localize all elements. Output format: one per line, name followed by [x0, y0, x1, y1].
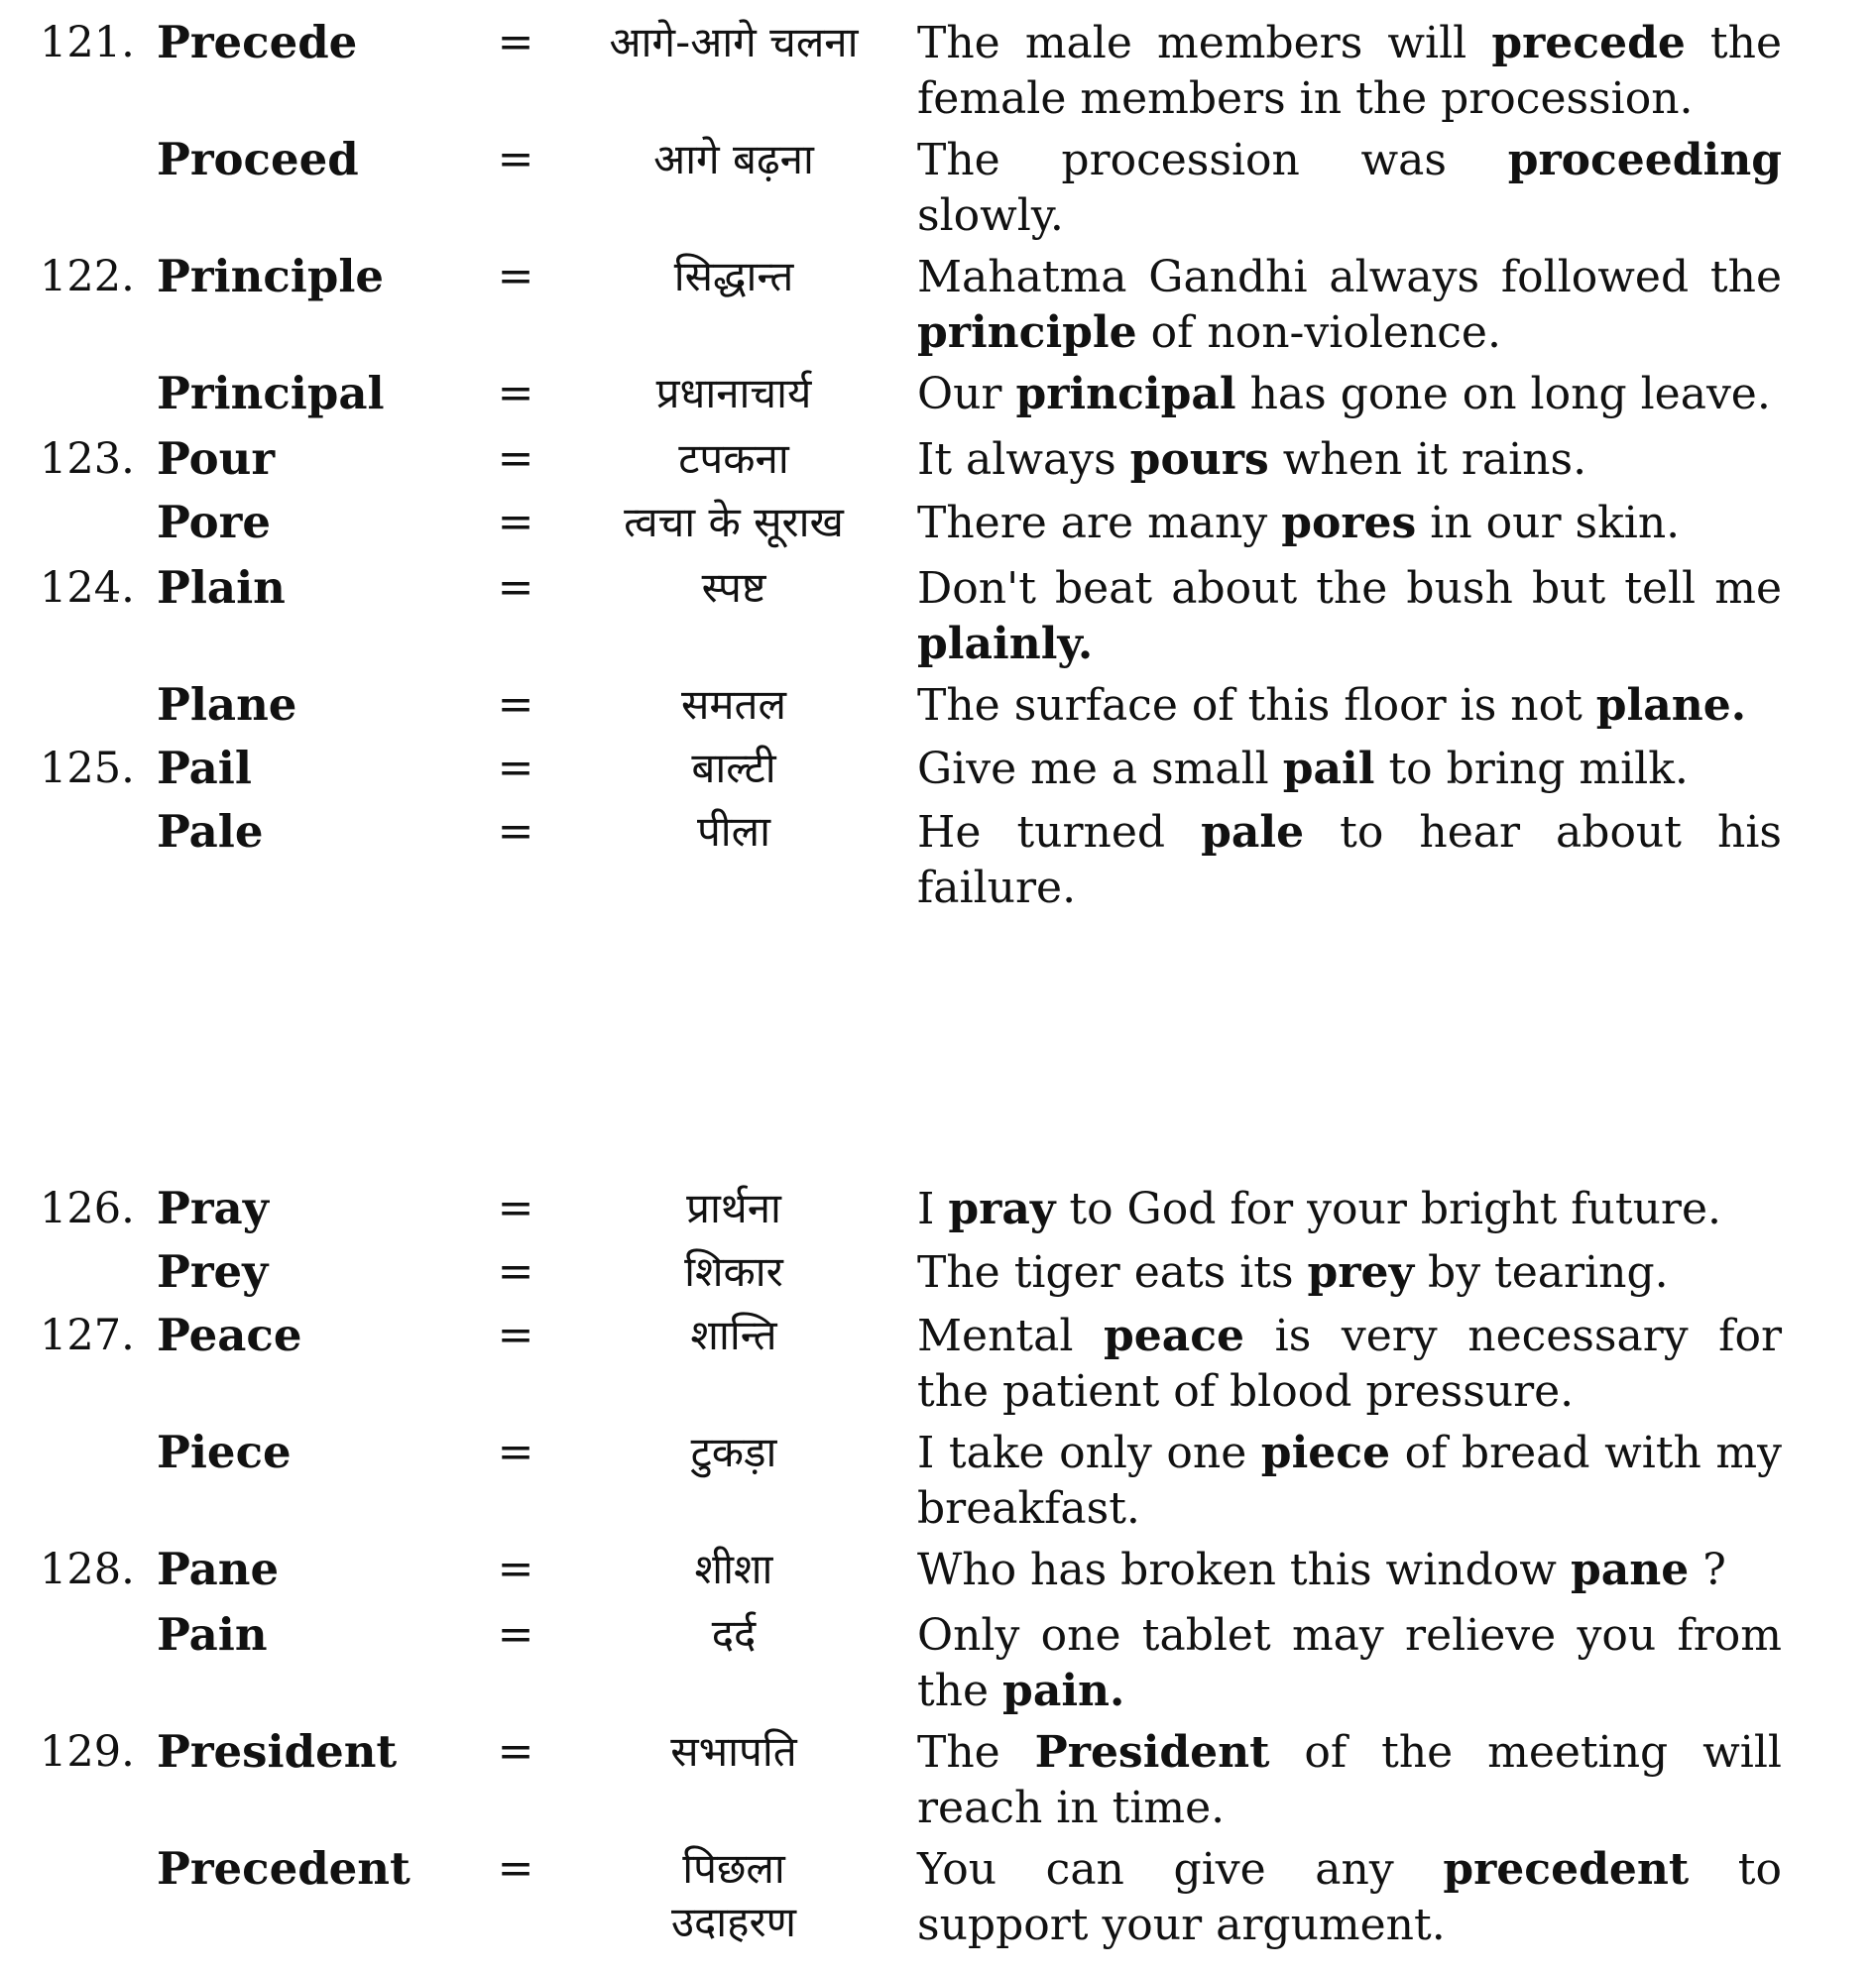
- entry-word: Precedent: [157, 1842, 410, 1895]
- equals-sign: =: [497, 1609, 534, 1660]
- entry-example: Who has broken this window pane ?: [917, 1545, 1726, 1595]
- entry-hindi-meaning: आगे-आगे चलना: [609, 18, 859, 66]
- equals-sign: =: [497, 1544, 534, 1594]
- entry-example: Mental peace is very necessary for the patient of blood pressure.: [917, 1311, 1782, 1417]
- entry-number: 122.: [40, 252, 135, 301]
- entry-hindi-meaning: समतल: [681, 680, 786, 729]
- entry-word: Peace: [157, 1309, 302, 1361]
- entry-number: 123.: [40, 434, 135, 484]
- entry-word: Pour: [157, 432, 276, 485]
- entry-word: Pray: [157, 1182, 269, 1234]
- entry-example: The male members will precede the female members in the procession.: [917, 18, 1782, 124]
- equals-sign: =: [497, 1310, 534, 1360]
- entry-word: Pane: [157, 1543, 280, 1595]
- entry-word: Proceed: [157, 133, 359, 185]
- entry-word: Plane: [157, 678, 297, 731]
- entry-example: Only one tablet may relieve you from the pain.: [917, 1610, 1782, 1716]
- equals-sign: =: [497, 743, 534, 793]
- entry-word: Prey: [157, 1245, 269, 1298]
- entry-hindi-meaning: आगे बढ़ना: [653, 135, 814, 183]
- entry-word: Pale: [157, 805, 264, 858]
- entry-number: 127.: [40, 1311, 135, 1360]
- entry-hindi-meaning: त्वचा के सूराख: [624, 498, 844, 546]
- entry-example: I take only one piece of bread with my breakfast.: [917, 1428, 1782, 1534]
- equals-sign: =: [497, 1183, 534, 1233]
- entry-number: 128.: [40, 1545, 135, 1594]
- equals-sign: =: [497, 1843, 534, 1894]
- entry-hindi-meaning: टपकना: [678, 434, 789, 483]
- entry-word: Precede: [157, 16, 358, 68]
- entry-example: Mahatma Gandhi always followed the principle of non-violence.: [917, 252, 1782, 358]
- equals-sign: =: [497, 134, 534, 184]
- entry-hindi-meaning: सिद्धान्त: [673, 252, 794, 300]
- entry-number: 121.: [40, 18, 135, 67]
- equals-sign: =: [497, 679, 534, 730]
- entry-hindi-meaning: टुकड़ा: [690, 1428, 777, 1476]
- entry-number: 126.: [40, 1184, 135, 1233]
- entry-example: He turned pale to hear about his failure.: [917, 807, 1782, 913]
- entry-hindi-meaning: सभापति: [670, 1727, 797, 1776]
- entry-word: Piece: [157, 1426, 292, 1478]
- entry-word: Plain: [157, 561, 286, 614]
- equals-sign: =: [497, 433, 534, 484]
- entry-example: Don't beat about the bush but tell me plainly.: [917, 563, 1782, 669]
- entry-number: 125.: [40, 744, 135, 793]
- equals-sign: =: [497, 806, 534, 857]
- equals-sign: =: [497, 497, 534, 547]
- entry-example: Give me a small pail to bring milk.: [917, 744, 1689, 794]
- entry-example: Our principal has gone on long leave.: [917, 369, 1771, 419]
- entry-word: President: [157, 1725, 398, 1778]
- entry-example: I pray to God for your bright future.: [917, 1184, 1721, 1234]
- equals-sign: =: [497, 1246, 534, 1297]
- entry-word: Principal: [157, 367, 385, 419]
- entry-word: Pail: [157, 742, 252, 794]
- entry-example: The tiger eats its prey by tearing.: [917, 1247, 1669, 1298]
- entry-word: Pore: [157, 496, 271, 548]
- entry-example: The President of the meeting will reach in time.: [917, 1727, 1783, 1833]
- entry-word: Principle: [157, 250, 385, 302]
- equals-sign: =: [497, 562, 534, 613]
- equals-sign: =: [497, 1726, 534, 1777]
- entry-hindi-meaning: प्रधानाचार्य: [655, 369, 812, 417]
- entry-example: The procession was proceeding slowly.: [917, 135, 1782, 241]
- entry-hindi-meaning: बाल्टी: [691, 744, 776, 792]
- entry-example: There are many pores in our skin.: [917, 498, 1681, 548]
- equals-sign: =: [497, 251, 534, 301]
- equals-sign: =: [497, 368, 534, 418]
- entry-example: It always pours when it rains.: [917, 434, 1587, 485]
- entry-hindi-meaning: शान्ति: [690, 1311, 777, 1359]
- entry-example: The surface of this floor is not plane.: [917, 680, 1747, 731]
- entry-hindi-meaning: शीशा: [694, 1545, 773, 1593]
- entry-word: Pain: [157, 1608, 268, 1661]
- entry-hindi-meaning: प्रार्थना: [686, 1184, 781, 1232]
- entry-number: 124.: [40, 563, 135, 613]
- entry-example: You can give any precedent to support your argument.: [917, 1844, 1782, 1950]
- entry-hindi-meaning: दर्द: [711, 1610, 757, 1659]
- entry-hindi-meaning: स्पष्ट: [701, 563, 766, 612]
- entry-number: 129.: [40, 1727, 135, 1777]
- entry-hindi-meaning: पिछला उदाहरण: [670, 1844, 797, 1946]
- entry-hindi-meaning: शिकार: [684, 1247, 783, 1296]
- entry-hindi-meaning: पीला: [696, 807, 771, 856]
- equals-sign: =: [497, 17, 534, 67]
- equals-sign: =: [497, 1427, 534, 1477]
